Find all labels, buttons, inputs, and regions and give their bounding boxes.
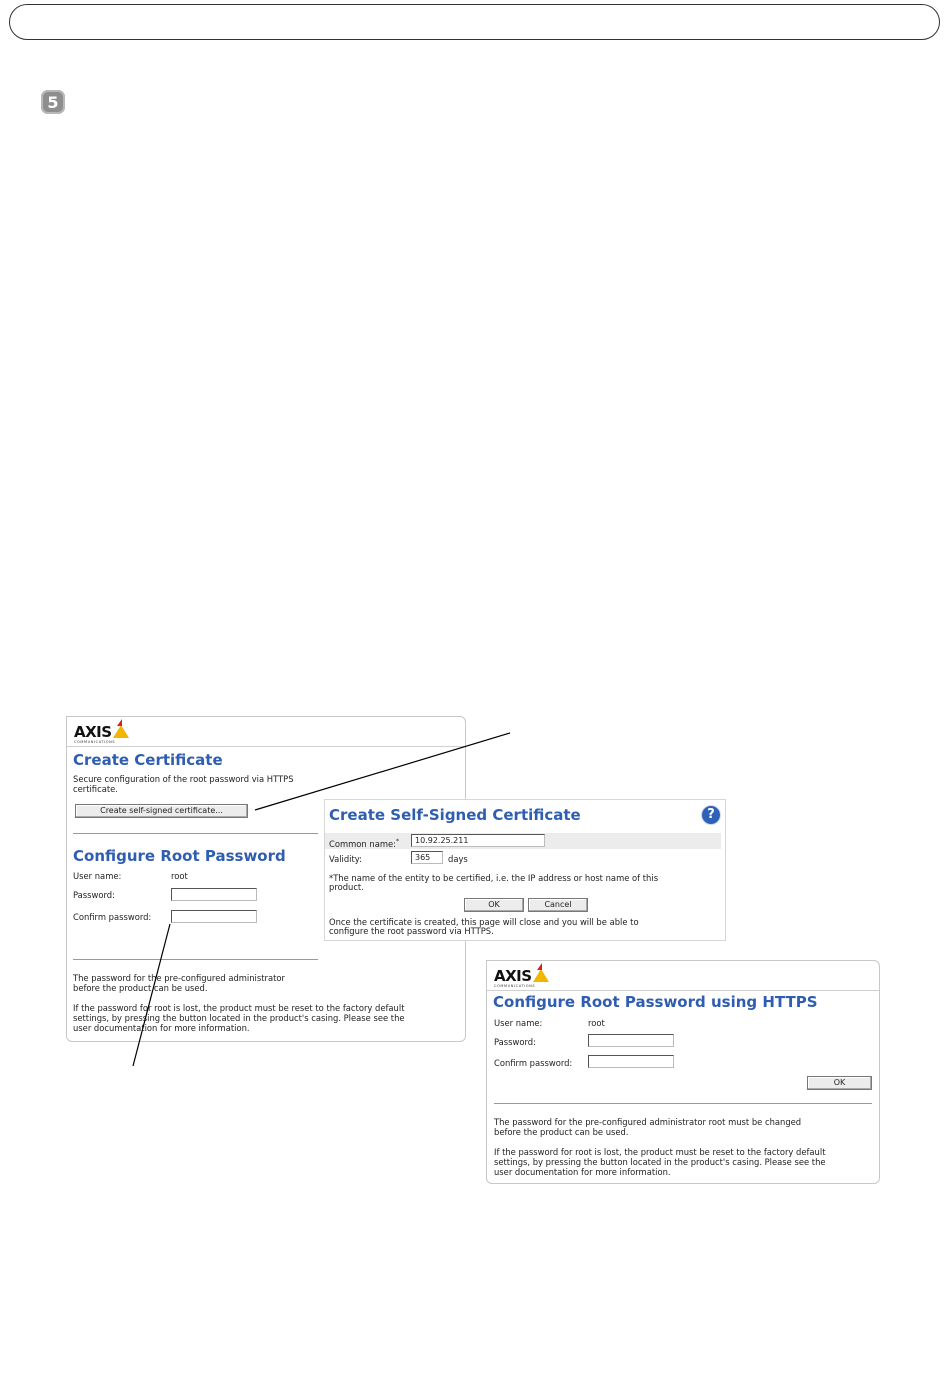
validity-label: Validity: bbox=[329, 854, 362, 864]
username-value: root bbox=[171, 871, 188, 881]
configure-root-password-title: Configure Root Password bbox=[73, 847, 286, 865]
validity-unit: days bbox=[448, 854, 468, 864]
https-text-3: If the password for root is lost, the product must be reset to the factory default bbox=[494, 1147, 826, 1157]
confirm-password-label: Confirm password: bbox=[73, 912, 152, 922]
axis-logo-sub: COMMUNICATIONS bbox=[74, 740, 116, 744]
axis-logo-sub: COMMUNICATIONS bbox=[494, 984, 536, 988]
https-root-password-title: Configure Root Password using HTTPS bbox=[493, 993, 818, 1011]
https-confirm-password-label: Confirm password: bbox=[494, 1058, 573, 1068]
self-signed-title: Create Self-Signed Certificate bbox=[329, 806, 581, 824]
axis-logo: AXIS bbox=[74, 723, 129, 741]
common-name-field[interactable]: 10.92.25.211 bbox=[411, 834, 545, 847]
callout-line-certificate bbox=[255, 733, 510, 810]
footer-text-1: The password for the pre-configured administrator bbox=[73, 973, 285, 983]
create-certificate-desc-1: Secure configuration of the root password via HTTPS bbox=[73, 774, 294, 784]
common-name-note-2: product. bbox=[329, 882, 364, 892]
username-label: User name: bbox=[73, 871, 122, 881]
https-text-2: before the product can be used. bbox=[494, 1127, 629, 1137]
footer-text-4: settings, by pressing the button located in the product's casing. Please see the bbox=[73, 1013, 405, 1023]
create-certificate-desc-2: certificate. bbox=[73, 784, 118, 794]
https-text-5: user documentation for more information. bbox=[494, 1167, 671, 1177]
cancel-button[interactable]: Cancel bbox=[528, 898, 588, 912]
https-username-value: root bbox=[588, 1018, 605, 1028]
axis-logo: AXIS bbox=[494, 967, 549, 985]
callout-line-password bbox=[133, 924, 170, 1066]
https-password-label: Password: bbox=[494, 1037, 536, 1047]
dialog-info-1: Once the certificate is created, this page will close and you will be able to bbox=[329, 917, 639, 927]
https-ok-button[interactable]: OK bbox=[807, 1076, 872, 1090]
password-label: Password: bbox=[73, 890, 115, 900]
footer-text-2: before the product can be used. bbox=[73, 983, 208, 993]
validity-field[interactable]: 365 bbox=[411, 851, 443, 864]
footer-text-5: user documentation for more information. bbox=[73, 1023, 250, 1033]
help-icon[interactable]: ? bbox=[702, 806, 720, 824]
https-text-1: The password for the pre-configured administrator root must be changed bbox=[494, 1117, 802, 1127]
common-name-note-1: *The name of the entity to be certified, i.e. the IP address or host name of this bbox=[329, 873, 659, 883]
step-number-badge: 5 bbox=[41, 90, 65, 114]
create-self-signed-certificate-button[interactable]: Create self-signed certificate... bbox=[75, 804, 248, 818]
https-text-4: settings, by pressing the button located in the product's casing. Please see the bbox=[494, 1157, 826, 1167]
common-name-label: Common name:* bbox=[329, 838, 399, 849]
footer-text-3: If the password for root is lost, the product must be reset to the factory default bbox=[73, 1003, 405, 1013]
dialog-info-2: configure the root password via HTTPS. bbox=[329, 926, 494, 936]
ok-button[interactable]: OK bbox=[464, 898, 524, 912]
create-certificate-title: Create Certificate bbox=[73, 751, 223, 769]
https-username-label: User name: bbox=[494, 1018, 543, 1028]
